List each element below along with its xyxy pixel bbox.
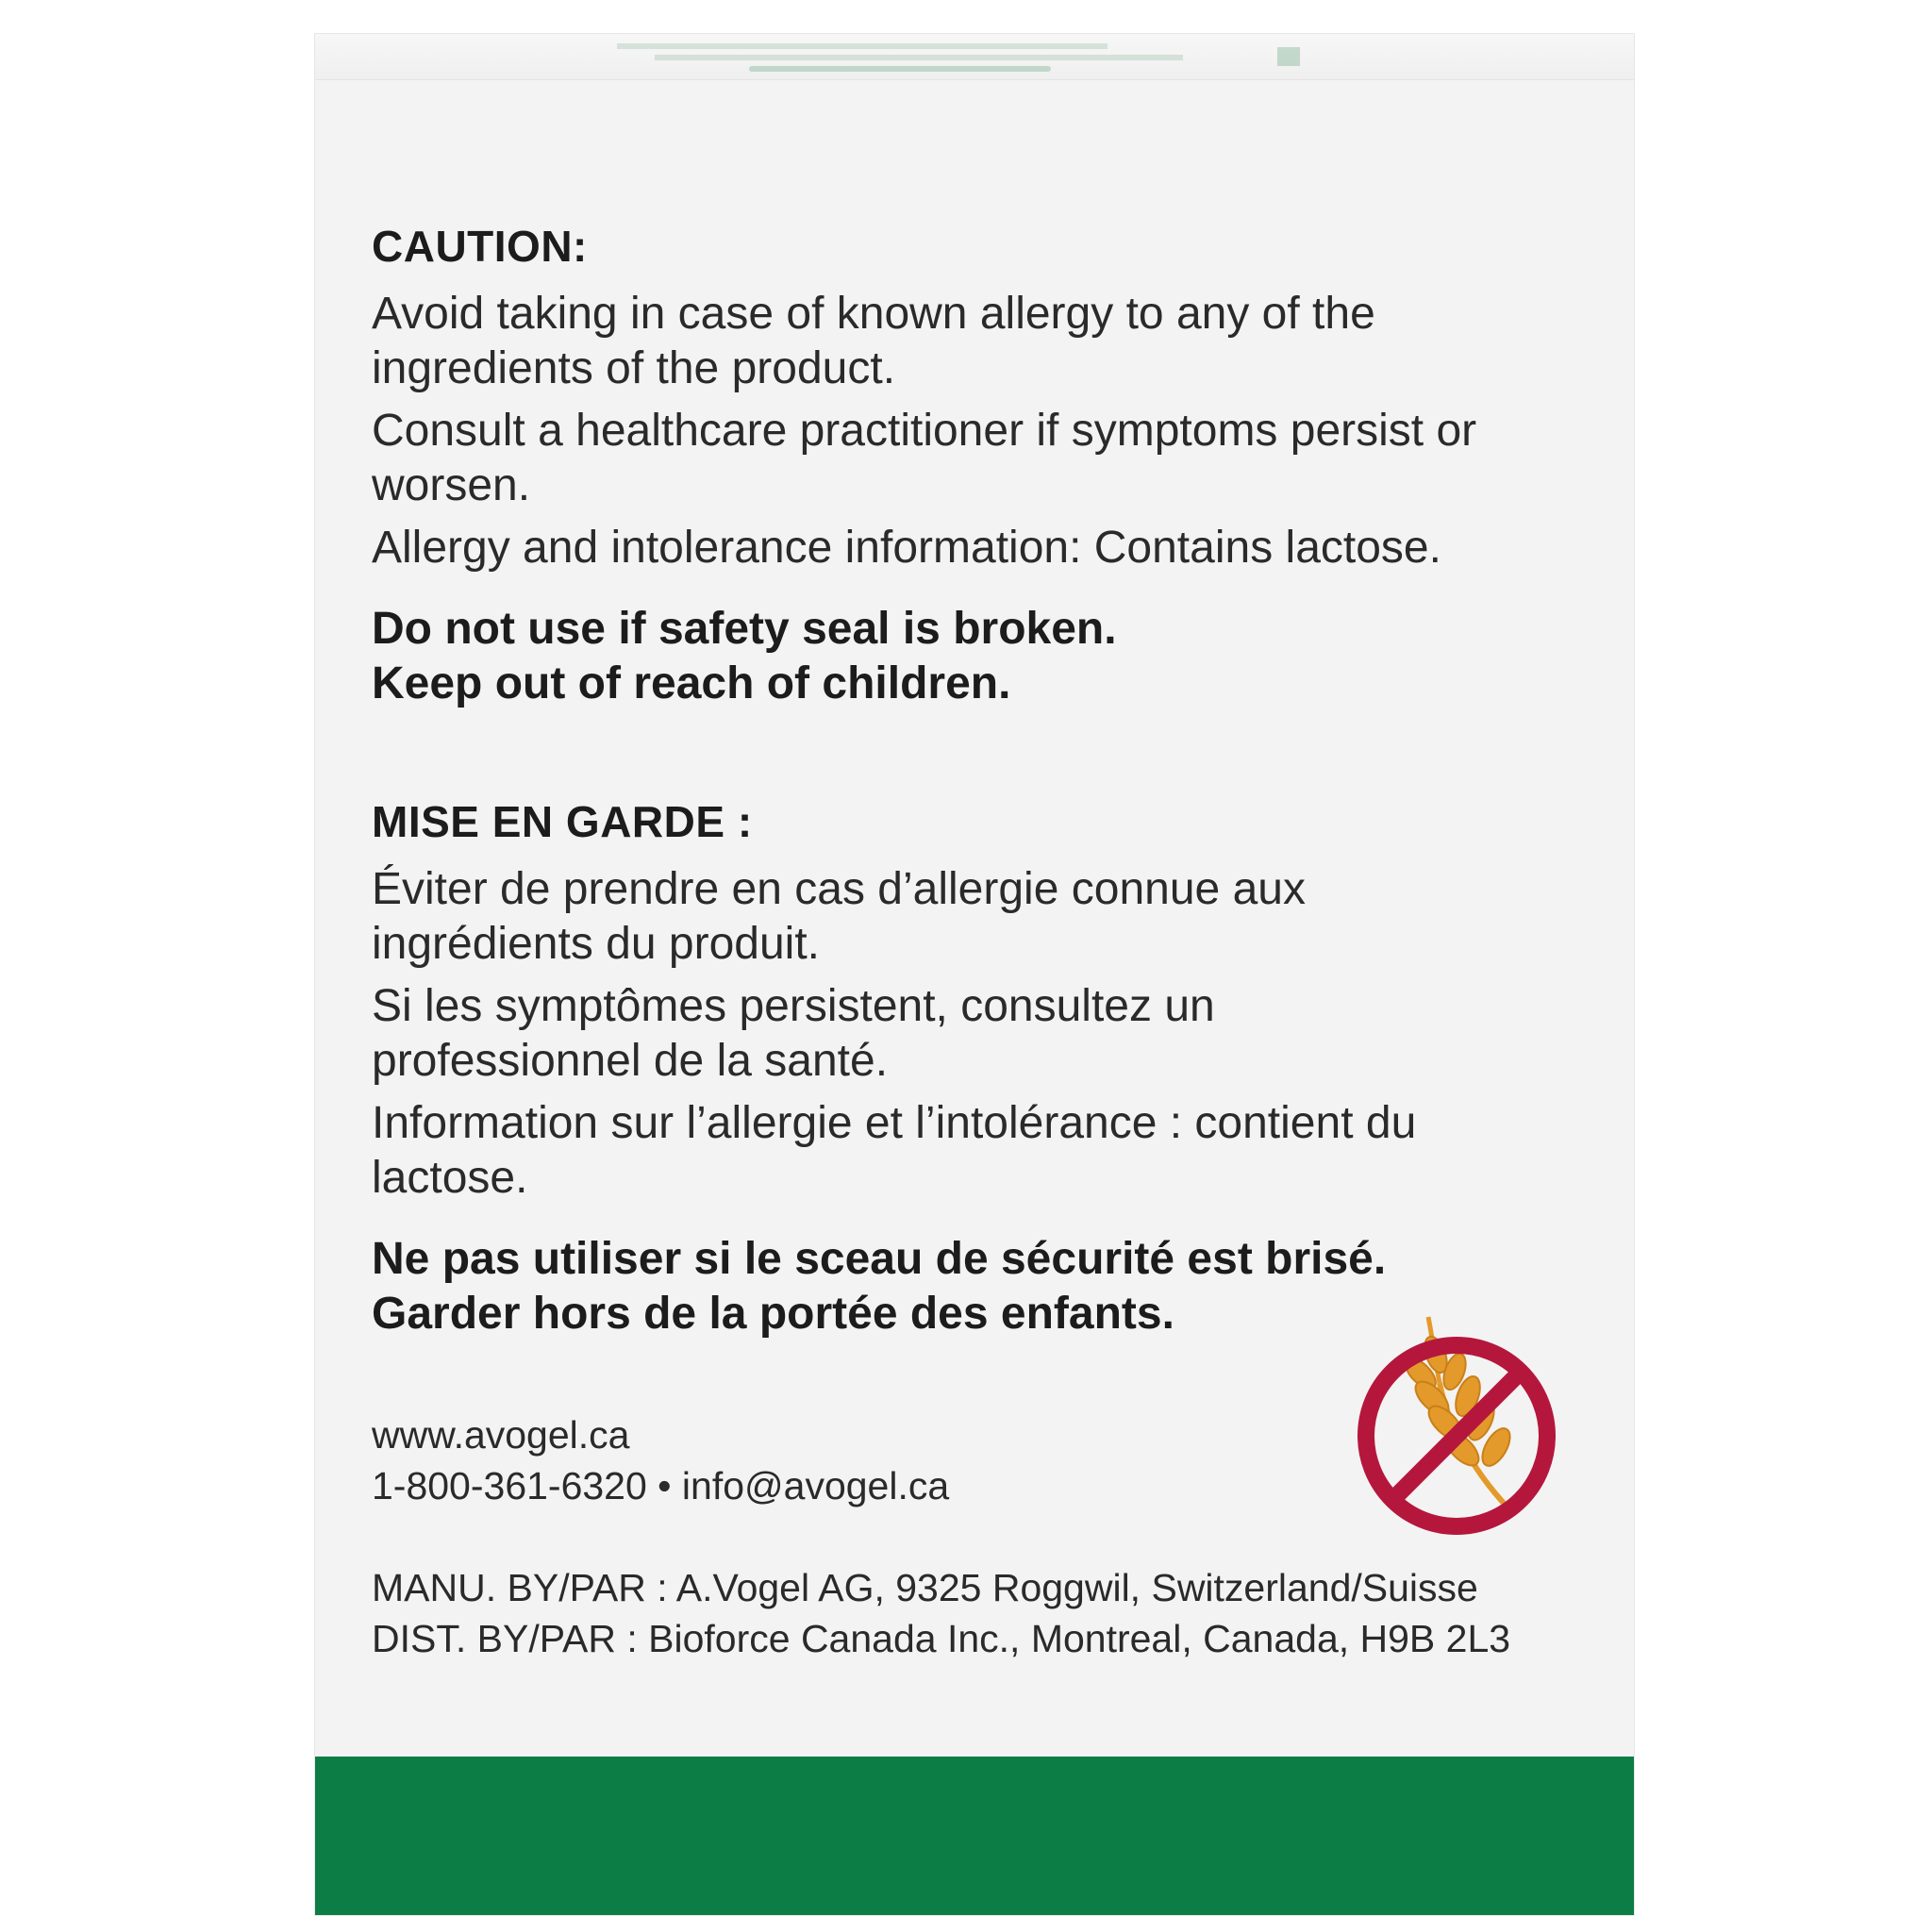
ghost-print-graphic (617, 40, 1315, 74)
green-footer-band (315, 1757, 1634, 1915)
warning-fr-seal: Ne pas utiliser si le sceau de sécurité est brisé. (372, 1234, 1387, 1284)
contact-info (372, 1409, 949, 1511)
caution-line-fr-1: Éviter de prendre en cas d’allergie connue aux ingrédients du produit. (372, 864, 1306, 969)
section-spacer (372, 711, 1598, 794)
caution-line-fr-2: Si les symptômes persistent, consultez un professionnel de la santé. (372, 981, 1215, 1086)
warnings-en (372, 602, 1598, 711)
caution-line-en-1: Avoid taking in case of known allergy to any of the ingredients of the product. (372, 289, 1375, 393)
gluten-free-icon (1345, 1298, 1572, 1543)
caution-line-en-2: Consult a healthcare practitioner if symptoms persist or worsen. (372, 406, 1477, 510)
caution-heading-fr: MISE EN GARDE : (372, 797, 753, 846)
warning-en-children: Keep out of reach of children. (372, 658, 1011, 708)
manufacturer-info (372, 1562, 1617, 1664)
caution-heading-en: CAUTION: (372, 222, 588, 271)
warning-fr-children: Garder hors de la portée des enfants. (372, 1289, 1174, 1339)
box-top-fold (315, 34, 1634, 80)
distributor-line: DIST. BY/PAR : Bioforce Canada Inc., Montreal, Canada, H9B 2L3 (372, 1617, 1511, 1660)
phone-email-text: 1-800-361-6320 • info@avogel.ca (372, 1464, 950, 1507)
caution-content (372, 219, 1598, 1341)
product-box-back-panel (315, 34, 1634, 1915)
caution-line-en-3: Allergy and intolerance information: Contains lactose. (372, 523, 1441, 573)
manufacturer-line: MANU. BY/PAR : A.Vogel AG, 9325 Roggwil, Switzerland/Suisse (372, 1566, 1478, 1609)
warning-en-seal: Do not use if safety seal is broken. (372, 604, 1117, 654)
website-text: www.avogel.ca (372, 1413, 630, 1457)
caution-line-fr-3: Information sur l’allergie et l’intolérance : contient du lactose. (372, 1098, 1417, 1203)
